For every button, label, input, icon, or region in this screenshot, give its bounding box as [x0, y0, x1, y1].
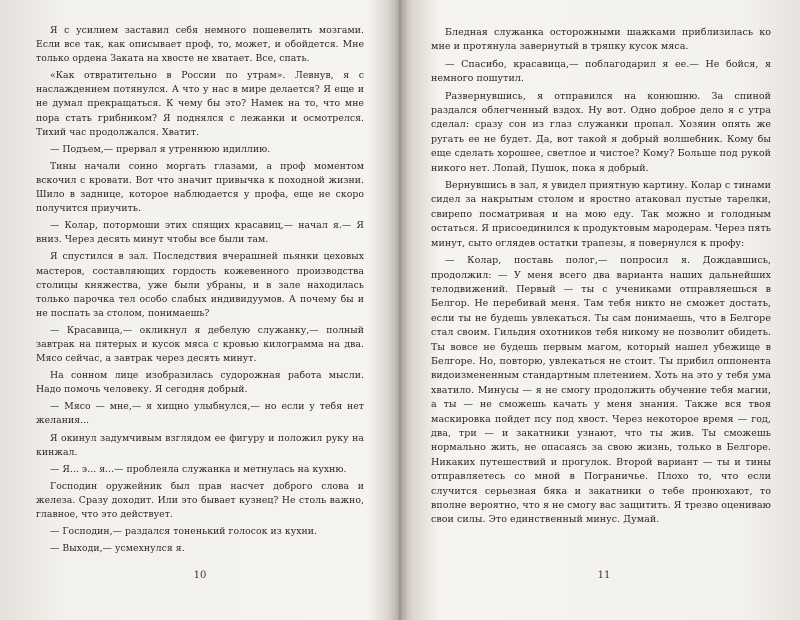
paragraph: «Как отвратительно в России по утрам». Левнув, я с наслаждением потянулся. А что у нас в мире делается? Я еще и не думал прекращаться. К чему бы это? Намек на то, что мне пора стать грибником? Я поднялся с лежанки и осмотрелся. Тихий час продолжался. Хватит.	[36, 70, 364, 138]
right-page-number: 11	[597, 570, 611, 581]
left-page-number: 10	[193, 570, 207, 581]
paragraph: Вернувшись в зал, я увидел приятную картину. Колар с тинами сидел за накрытым столом и яростно атаковал пустые тарелки, свирепо посматривая и на мою еду. Так можно и голодным остаться. Я присоединился к продуктовым мародерам. Через пять минут, сыто оглядев остатки трапезы, я повернулся к профу:	[431, 180, 771, 249]
paragraph: Тины начали сонно моргать глазами, а проф моментом вскочил с кровати. Вот что значит привычка к походной жизни. Шило в заднице, которое наблюдается у профа, еще не скоро получится приучить.	[36, 160, 364, 215]
paragraph: На сонном лице изобразилась судорожная работа мысли. Надо помочь человеку. Я сегодня добрый.	[36, 370, 364, 396]
right-page	[431, 0, 771, 620]
paragraph: — Красавица,— окликнул я дебелую служанку,— полный завтрак на пятерых и кусок мяса с кровью килограмма на два. Мясо сейчас, а завтрак через десять минут.	[36, 324, 364, 365]
paragraph: — Спасибо, красавица,— поблагодарил я ее.— Не бойся, я немного пошутил.	[431, 58, 771, 85]
paragraph: — Выходи,— усмехнулся я.	[50, 543, 185, 555]
paragraph: Развернувшись, я отправился на конюшню. За спиной раздался облегченный вздох. Ну вот. Одно доброе дело я с утра сделал: сразу сон из глаз служанки пропал. Хозяин опять же ругать ее не будет. Да, вот такой я добрый волшебник. Кому бы еще сделать хорошее, светлое и чистое? Кому? Больше под рукой никого нет. Лопай, Пушок, пока я добрый.	[431, 90, 771, 174]
left-page	[36, 0, 364, 620]
right-page-text	[431, 26, 771, 531]
left-page-text	[36, 24, 364, 559]
paragraph: — Колар, поставь полог,— попросил я. Дождавшись, продолжил: — У меня всего два варианта наших дальнейших телодвижений. Первый — ты с учениками отправляешься в Белгор. Не перебивай меня. Там тебя никто не сможет достать, если ты не будешь увлекаться. Ты сам понимаешь, что в Белгоре стал своим. Гильдия охотников тебя никому не позволит обидеть. Ты вовсе не будешь первым магом, который нашел убежище в Белгоре. Но, повторю, увлекаться не стоит. Ты прибил оппонента видоизмененным стандартным плетением. Хоть на это у тебя ума хватило. Минусы — я не смогу продолжить обучение тебя магии, а ты — не сможешь качать у меня знания. Также вся твоя маскировка пойдет псу под хвост. Через некоторое время — год, два, три — и закатники узнают, что ты жив. Ты сможешь нормально жить, не опасаясь за свою жизнь, только в Белгоре. Никаких путешествий и прогулок. Второй вариант — ты и тины отправляетесь со мной в Пограничье. Плохо то, что если случится серьезная бяка и закатники о тебе пронюхают, то вполне вероятно, что я не смогу вас защитить. Я трезво оцениваю свои силы. Это единственный минус. Думай.	[431, 255, 771, 526]
paragraph: — Я... э... я...— проблеяла служанка и метнулась на кухню.	[50, 463, 347, 475]
book-gutter	[388, 0, 412, 620]
paragraph: Господин оружейник был прав насчет доброго слова и железа. Сразу доходит. Или это бывает кузнец? Не столь важно, главное, что это действует.	[36, 480, 364, 520]
paragraph: Я окинул задумчивым взглядом ее фигуру и положил руку на кинжал.	[36, 432, 364, 458]
paragraph: Я с усилием заставил себя немного пошевелить мозгами. Если все так, как описывает проф, то, может, и обойдется. Мне только ордена Заката на хвосте не хватает. Все, спать.	[36, 25, 364, 65]
paragraph: Бледная служанка осторожными шажками приблизилась ко мне и протянула завернутый в тряпку кусок мяса.	[431, 27, 771, 53]
paragraph: Я спустился в зал. Последствия вчерашней пьянки цеховых мастеров, составляющих гордость кожевенного производства столицы княжества, уже были убраны, и в зале находилась только парочка тел особо слабых индивидуумов. А почему бы и не поспать за столом, понимаешь?	[36, 251, 364, 319]
paragraph: — Мясо — мне,— я хищно улыбнулся,— но если у тебя нет желания...	[36, 401, 364, 427]
paragraph: — Господин,— раздался тоненький голосок из кухни.	[50, 526, 318, 538]
paragraph: — Подъем,— прервал я утреннюю идиллию.	[50, 143, 271, 155]
paragraph: — Колар, потормоши этих спящих красавиц,— начал я.— Я вниз. Через десять минут чтобы все были там.	[36, 220, 364, 246]
